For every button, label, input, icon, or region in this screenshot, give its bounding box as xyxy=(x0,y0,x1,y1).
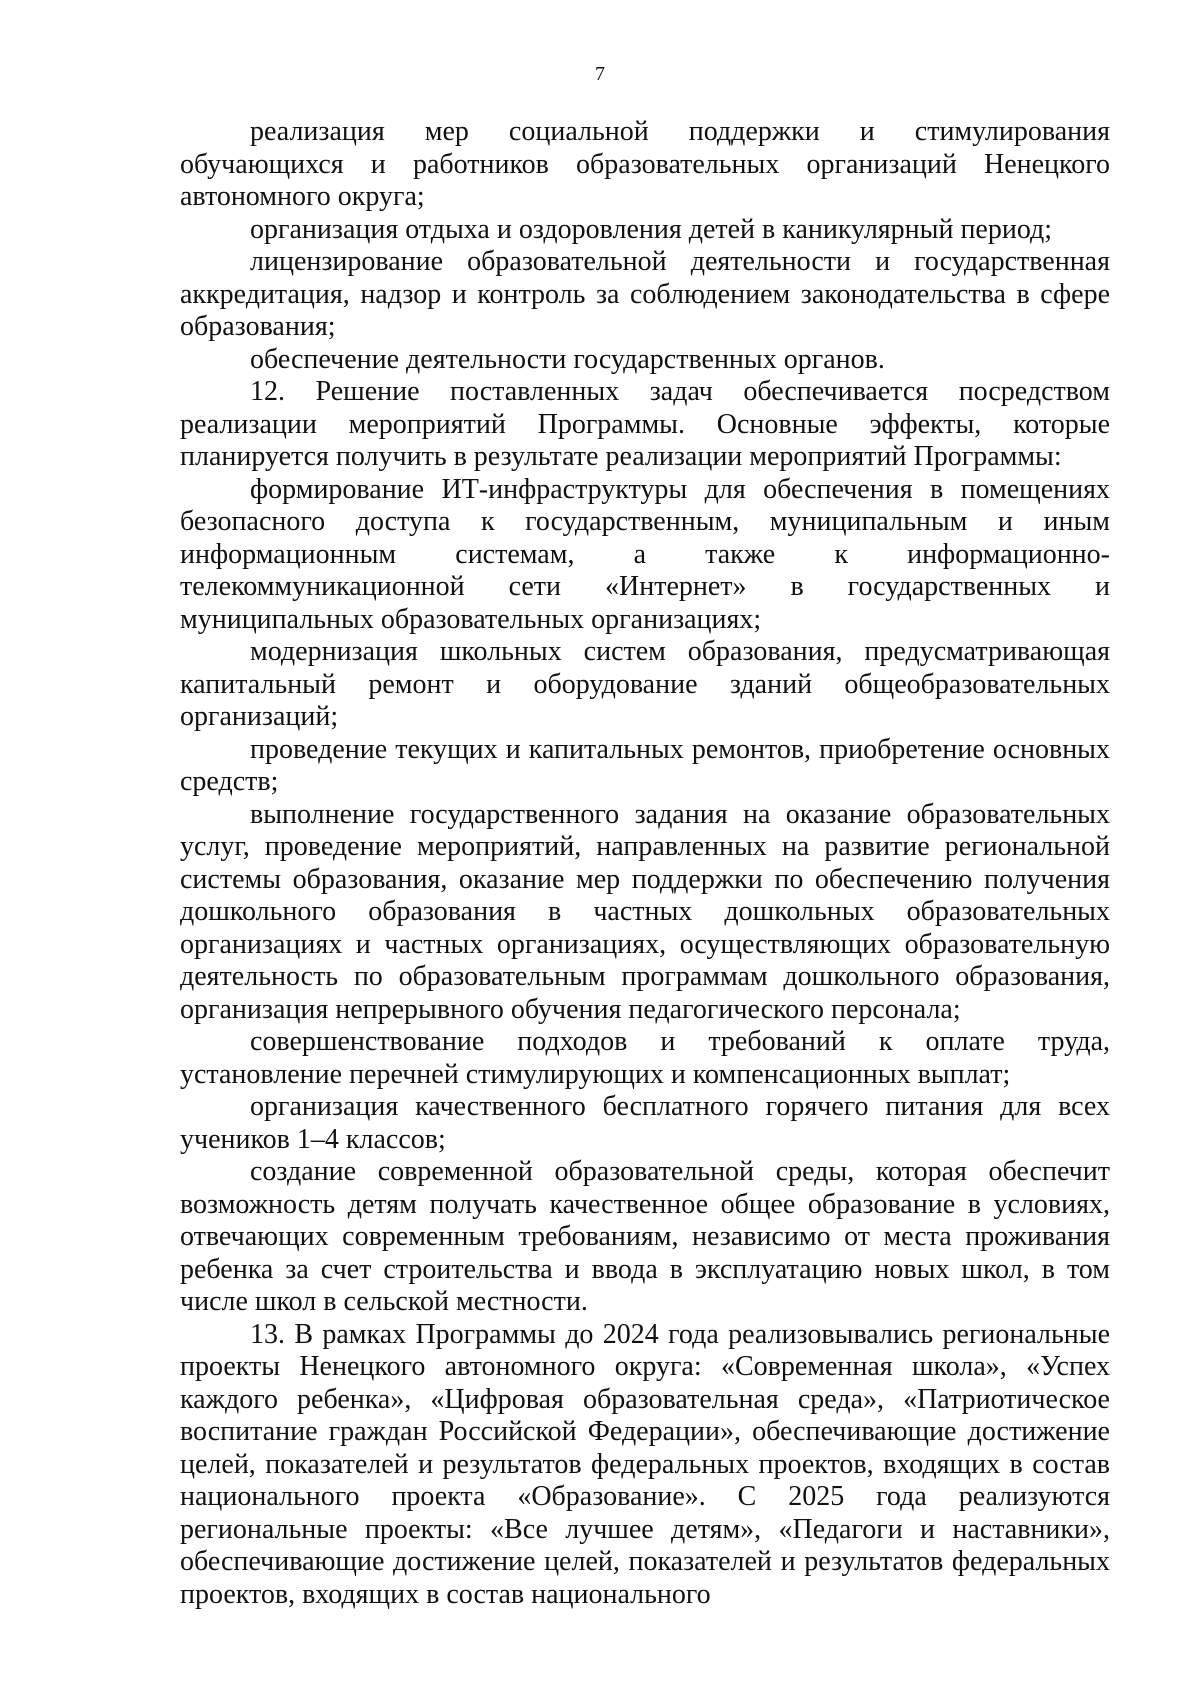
paragraph-repairs: проведение текущих и капитальных ремонтов, приобретение основных средств; xyxy=(180,733,1110,797)
paragraph-state-bodies: обеспечение деятельности государственных органов. xyxy=(250,343,885,375)
page-number: 7 xyxy=(595,63,605,85)
paragraph-pay-improvement: совершенствование подходов и требований к оплате труда, установление перечней стимулирующих и компенсационных выплат; xyxy=(180,1026,1110,1090)
paragraph-social-support: реализация мер социальной поддержки и стимулирования обучающихся и работников образовательных организаций Ненецкого автономного округа; xyxy=(180,116,1110,212)
paragraph-modern-environment: создание современной образовательной среды, которая обеспечит возможность детям получать качественное общее образование в условиях, отвечающих современным требованиям, независимо от места проживания ребенка за счет строительства и ввода в эксплуатацию новых школ, в том числе школ в сельской местности. xyxy=(180,1156,1110,1317)
paragraph-state-assignment: выполнение государственного задания на оказание образовательных услуг, проведение мероприятий, направленных на развитие региональной системы образования, оказание мер поддержки по обеспечению получения дошкольного образования в частных дошкольных образовательных организациях и частных организациях, осуществляющих образовательную деятельность по образовательным программам дошкольного образования, организация непрерывного обучения педагогического персонала; xyxy=(180,798,1110,1025)
paragraph-section-12: 12. Решение поставленных задач обеспечивается посредством реализации мероприятий Программы. Основные эффекты, которые планируется получить в результате реализации мероприятий Программы: xyxy=(180,376,1110,472)
paragraph-children-recreation: организация отдыха и оздоровления детей в каникулярный период; xyxy=(250,213,1053,245)
paragraph-it-infrastructure: формирование ИТ-инфраструктуры для обеспечения в помещениях безопасного доступа к государственным, муниципальным и иным информационным системам, а также к информационно-телекоммуникационной сети «Интернет» в государственных и муниципальных образовательных организациях; xyxy=(180,473,1110,635)
paragraph-licensing: лицензирование образовательной деятельности и государственная аккредитация, надзор и контроль за соблюдением законодательства в сфере образования; xyxy=(180,246,1110,342)
paragraph-school-modernization: модернизация школьных систем образования, предусматривающая капитальный ремонт и оборудование зданий общеобразовательных организаций; xyxy=(180,636,1110,732)
paragraph-hot-meals: организация качественного бесплатного горячего питания для всех учеников 1–4 классов; xyxy=(180,1091,1110,1155)
paragraph-section-13: 13. В рамках Программы до 2024 года реализовывались региональные проекты Ненецкого автономного округа: «Современная школа», «Успех каждого ребенка», «Цифровая образовательная среда», «Патриотическое воспитание граждан Российской Федерации», обеспечивающие достижение целей, показателей и результатов федеральных проектов, входящих в состав национального проекта «Образование». С 2025 года реализуются региональные проекты: «Все лучшее детям», «Педагоги и наставники», обеспечивающие достижение целей, показателей и результатов федеральных проектов, входящих в состав национального xyxy=(180,1318,1110,1610)
document-body xyxy=(180,116,1110,1611)
